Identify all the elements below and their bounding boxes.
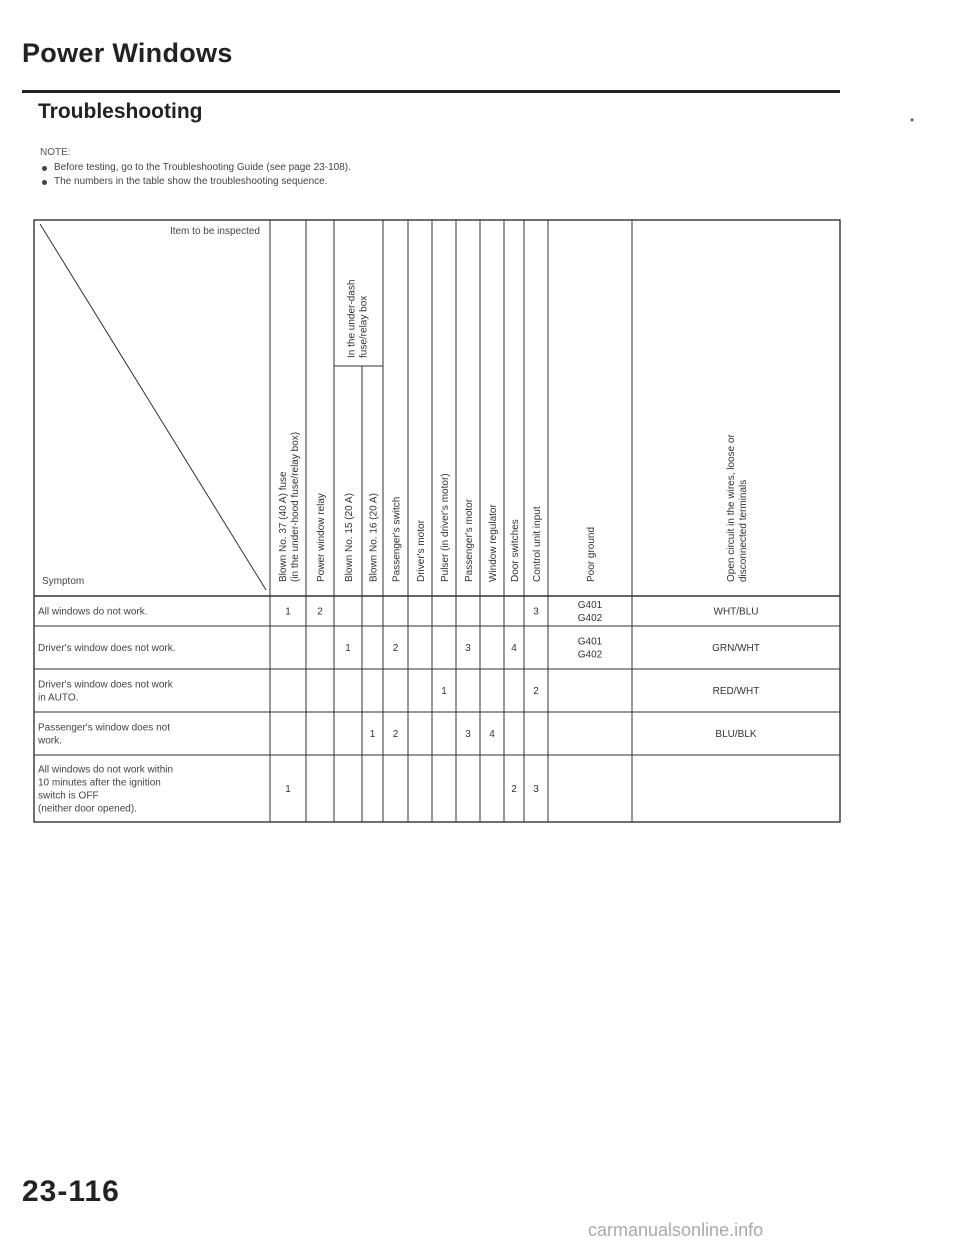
sequence-cell: 4 [511,643,517,654]
column-header: Passenger's motor [464,498,475,582]
column-header: Open circuit in the wires, loose ordisconnected terminals [726,434,749,582]
column-header: Blown No. 15 (20 A) [344,493,355,582]
column-header: Door switches [510,519,521,582]
column-header: Passenger's switch [391,496,403,582]
column-header: Blown No. 16 (20 A) [368,493,380,582]
corner-diagonal [40,224,266,590]
sequence-cell: 2 [533,686,539,697]
note-item: The numbers in the table show the troubleshooting sequence. [40,175,351,189]
symptom-label: All windows do not work within 10 minutes after the ignition switch is OFF (neither door opened). [38,764,174,815]
sequence-cell: RED/WHT [712,686,760,697]
sequence-cell: WHT/BLU [713,606,759,618]
column-header: Window regulator [488,504,499,582]
sequence-cell: 1 [285,784,291,795]
column-header: Control unit input [532,506,543,582]
sequence-cell: 2 [511,784,517,795]
sequence-cell: 1 [285,606,291,618]
sequence-cell: 4 [489,729,495,740]
column-header: Driver's motor [416,520,427,582]
column-header: Power window relay [316,493,327,582]
section-title: Troubleshooting [38,100,203,123]
sequence-cell: G401 G402 [577,636,603,661]
symptom-label: Driver's window does not work. [38,643,176,654]
corner-item-label: Item to be inspected [169,226,260,237]
column-header: Pulser (in driver's motor) [440,473,451,582]
symptom-label: Passenger's window does not work. [38,722,170,747]
sequence-cell: 3 [533,784,539,795]
note-item: Before testing, go to the Troubleshooting Guide (see page 23-108). [40,161,351,175]
corner-symptom-label: Symptom [42,576,85,587]
sequence-cell: 1 [441,686,447,697]
symptom-label: All windows do not work. [38,606,148,618]
sequence-cell: BLU/BLK [715,729,757,740]
column-header: Poor ground [586,526,597,582]
sequence-cell: 2 [392,729,399,740]
sequence-cell: 3 [465,729,471,740]
column-header: Blown No. 37 (40 A) fuse(in the under-hood fuse/relay box) [278,431,301,582]
sequence-cell: GRN/WHT [712,643,760,654]
sequence-cell: G401 G402 [577,600,603,624]
sequence-cell: 3 [533,606,539,618]
sequence-cell: 1 [369,729,376,740]
sequence-cell: 1 [345,643,351,654]
sequence-cell: 2 [317,606,323,618]
symptom-label: Driver's window does not work in AUTO. [38,679,173,704]
page-title: Power Windows [22,38,233,68]
group-label: In the under-dashfuse/relay box [346,279,370,358]
sequence-cell: 3 [465,643,471,654]
margin-mark: • [910,113,915,127]
note-label: NOTE: [40,147,71,158]
watermark: carmanualsonline.info [588,1220,764,1240]
page-number: 23-116 [22,1175,120,1208]
sequence-cell: 2 [392,643,399,654]
